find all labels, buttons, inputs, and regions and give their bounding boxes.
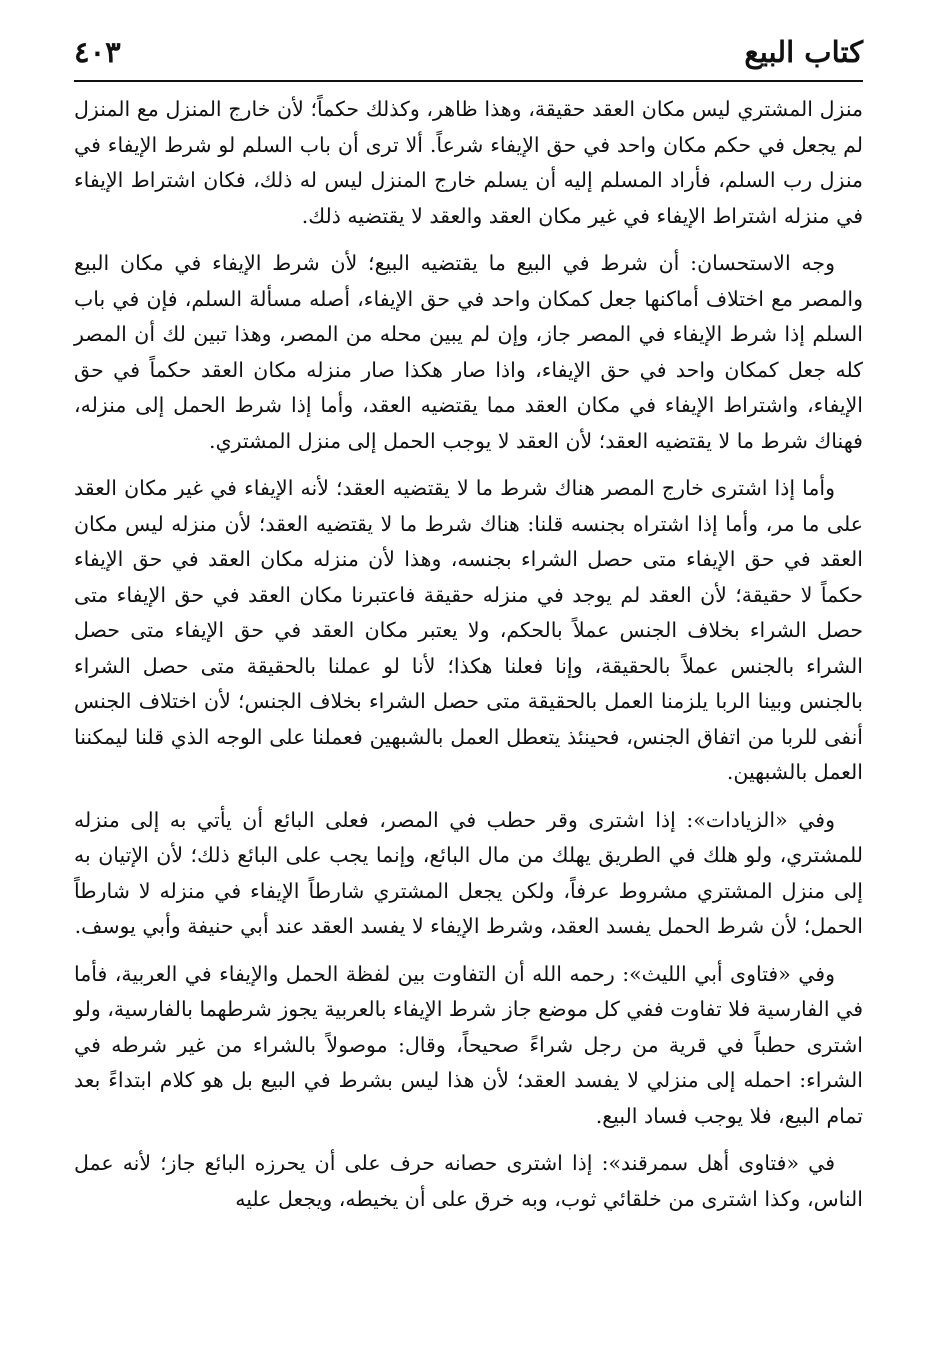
paragraph-continuation: منزل المشتري ليس مكان العقد حقيقة، وهذا ظاهر، وكذلك حكماً؛ لأن خارج المنزل مع المنزل لم يجعل في حكم مكان واحد في حق الإيفاء شرعاً. ألا ترى أن باب السلم لو شرط الإيفاء في منزل رب السلم، فأراد المسلم إليه أن يسلم خارج المنزل ليس له ذلك، فكان اشتراط الإيفاء في منزله اشتراط الإيفاء في غير مكان العقد والعقد لا يقتضيه ذلك. [74, 97, 863, 228]
paragraph-fatawa-abi-al-layth: وفي «فتاوى أبي الليث»: رحمه الله أن التفاوت بين لفظة الحمل والإيفاء في العربية، فأما في الفارسية فلا تفاوت ففي كل موضع جاز شرط الإيفاء بالعربية يجوز شرطهما بالفارسية، ولو اشترى حطباً في قرية من رجل شراءً صحيحاً، وقال: موصولاً بالشراء من غير شرطه في الشراء: احمله إلى منزلي لا يفسد العقد؛ لأن هذا ليس بشرط في البيع بل هو كلام ابتداءً بعد تمام البيع، فلا يوجب فساد البيع. [74, 961, 863, 1128]
header-rule [74, 80, 863, 82]
paragraph-outside-city: وأما إذا اشترى خارج المصر هناك شرط ما لا يقتضيه العقد؛ لأنه الإيفاء في غير مكان العقد على ما مر، وأما إذا اشتراه بجنسه قلنا: هناك شرط ما لا يقتضيه العقد؛ لأن منزله ليس مكان العقد في حق الإيفاء متى حصل الشراء بجنسه، وهذا لأن منزله مكان العقد في حق الإيفاء حكماً لا حقيقة؛ لأن العقد لم يوجد في منزله حقيقة فاعتبرنا مكان العقد في حق الإيفاء متى حصل الشراء بخلاف الجنس عملاً بالحكم، ولا يعتبر مكان العقد في حق الإيفاء متى حصل الشراء بالجنس عملاً بالحقيقة، وإنا فعلنا هكذا؛ لأنا لو عملنا بالحقيقة متى حصل الشراء بالجنس وبينا الربا يلزمنا العمل بالحقيقة متى حصل الشراء بخلاف الجنس؛ لأن اختلاف الجنس أنفى للربا من اتفاق الجنس، فحينئذ يتعطل العمل بالشبهين فعملنا على الوجه الذي قلنا ليمكننا العمل بالشبهين. [74, 476, 863, 784]
paragraph-fatawa-samarqand: في «فتاوى أهل سمرقند»: إذا اشترى حصانه حرف على أن يحرزه البائع جاز؛ لأنه عمل الناس، وكذا اشترى من خلقائي ثوب، وبه خرق على أن يخيطه، ويجعل عليه [74, 1151, 863, 1211]
paragraph-ziyadat: وفي «الزيادات»: إذا اشترى وقر حطب في المصر، فعلى البائع أن يأتي به إلى منزله للمشتري، ولو هلك في الطريق يهلك من مال البائع، وإنما يجب على البائع ذلك؛ لأن الإتيان به إلى منزل المشتري مشروط عرفاً، ولكن يجعل المشتري شارطاً الإيفاء في منزله لا شارطاً الحمل؛ لأن شرط الحمل يفسد العقد، وشرط الإيفاء لا يفسد العقد عند أبي حنيفة وأبي يوسف. [74, 807, 863, 938]
page-header [74, 30, 863, 82]
body-text [74, 92, 863, 1229]
page-number: ٤٠٣ [74, 35, 121, 69]
paragraph-istihsan: وجه الاستحسان: أن شرط في البيع ما يقتضيه البيع؛ لأن شرط الإيفاء في مكان البيع والمصر مع اختلاف أماكنها جعل كمكان واحد في حق الإيفاء، أصله مسألة السلم، فإن في باب السلم إذا شرط الإيفاء في المصر جاز، وإن لم يبين محله من المصر، وهذا تبين لك أن المصر كله جعل كمكان واحد في حق الإيفاء، واذا صار هكذا صار منزله مكان العقد حكماً في حق الإيفاء، واشتراط الإيفاء في مكان العقد مما يقتضيه العقد، وأما إذا شرط الحمل إلى منزله، فهناك شرط ما لا يقتضيه العقد؛ لأن العقد لا يوجب الحمل إلى منزل المشتري. [74, 251, 863, 453]
running-title: كتاب البيع [744, 35, 863, 69]
